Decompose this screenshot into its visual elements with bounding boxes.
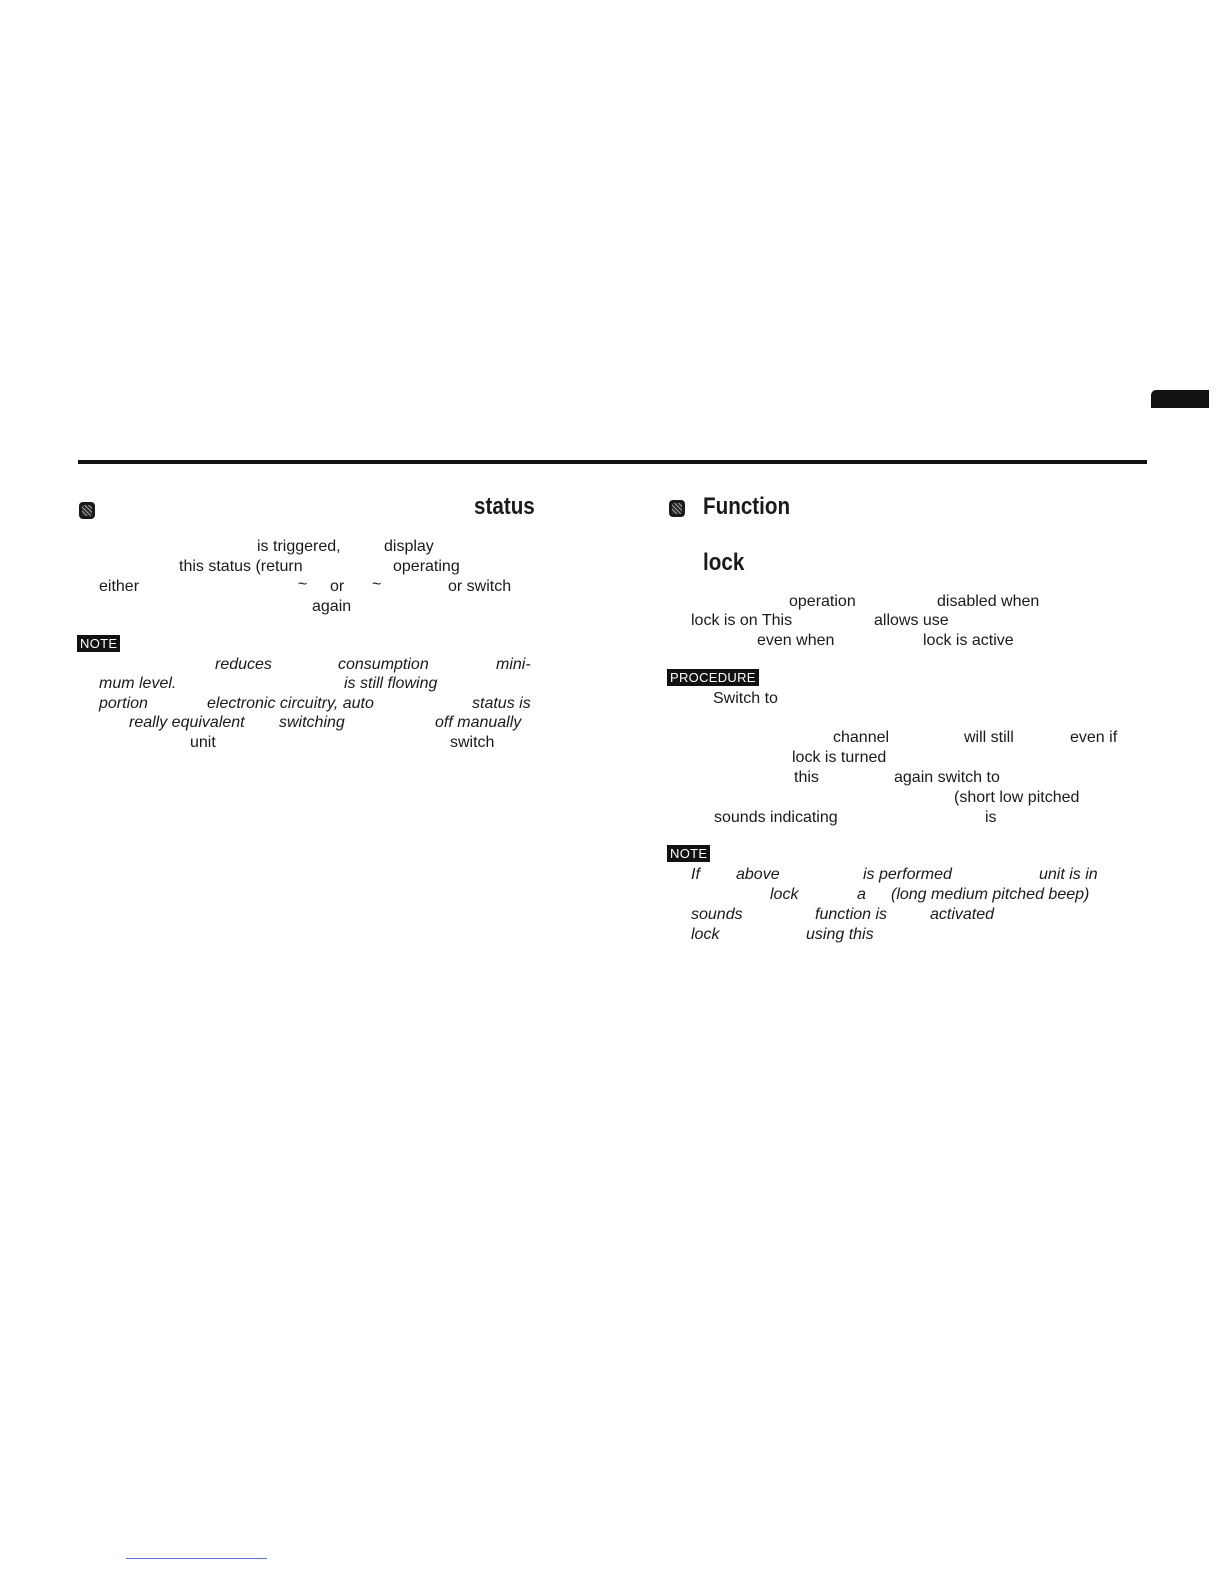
word: off manually xyxy=(435,714,522,731)
word: portion xyxy=(99,695,148,712)
word: even if xyxy=(1070,729,1118,746)
word: using this xyxy=(806,926,874,943)
word: is triggered, xyxy=(257,538,341,555)
section-bullet-icon xyxy=(669,500,685,517)
word: this xyxy=(794,769,819,786)
word: disabled when xyxy=(937,593,1040,610)
section-heading: status xyxy=(474,493,535,520)
note-badge: NOTE xyxy=(667,845,710,862)
word: reduces xyxy=(215,656,272,673)
word: really equivalent xyxy=(129,714,245,731)
word: mini- xyxy=(496,656,531,673)
footer-link-underline xyxy=(126,1558,267,1559)
word: (short low pitched xyxy=(954,789,1080,806)
word: sounds indicating xyxy=(714,809,838,826)
word: channel xyxy=(833,729,890,746)
word: again xyxy=(312,598,352,615)
word: (long medium pitched beep) xyxy=(891,886,1090,903)
word: either xyxy=(99,578,140,595)
page-tab-marker xyxy=(1151,390,1209,408)
word: electronic circuitry, auto xyxy=(207,695,374,712)
word: a xyxy=(857,886,866,903)
word: switch xyxy=(450,734,495,751)
word: this status (return xyxy=(179,558,303,575)
word: lock xyxy=(770,886,799,903)
word: status is xyxy=(472,695,531,712)
word: unit xyxy=(190,734,216,751)
word: lock xyxy=(691,926,720,943)
word: sounds xyxy=(691,906,743,923)
word: activated xyxy=(930,906,995,923)
word: is performed xyxy=(863,866,952,883)
word: lock is active xyxy=(923,632,1014,649)
section-bullet-icon xyxy=(79,502,95,519)
word: again switch to xyxy=(894,769,1000,786)
word: lock is on This xyxy=(691,612,793,629)
word: allows use xyxy=(874,612,949,629)
word: or switch xyxy=(448,578,512,595)
word: ~ xyxy=(298,576,308,593)
word: above xyxy=(736,866,780,883)
word: is xyxy=(985,809,997,826)
word: display xyxy=(384,538,434,555)
word: operation xyxy=(789,593,856,610)
word: lock is turned xyxy=(792,749,887,766)
word: operating xyxy=(393,558,460,575)
word: will still xyxy=(964,729,1014,746)
word: ~ xyxy=(372,576,382,593)
word: function is xyxy=(815,906,888,923)
word: or xyxy=(330,578,345,595)
word: is still flowing xyxy=(344,675,438,692)
header-rule xyxy=(78,460,1147,464)
word: If xyxy=(691,866,700,883)
word: unit is in xyxy=(1039,866,1098,883)
note-badge: NOTE xyxy=(77,635,120,652)
word: consumption xyxy=(338,656,429,673)
word: Switch to xyxy=(713,690,778,707)
procedure-badge: PROCEDURE xyxy=(667,669,759,686)
section-subheading: lock xyxy=(703,549,745,576)
word: even when xyxy=(757,632,835,649)
word: mum level. xyxy=(99,675,177,692)
section-heading: Function xyxy=(703,493,791,520)
word: switching xyxy=(279,714,345,731)
